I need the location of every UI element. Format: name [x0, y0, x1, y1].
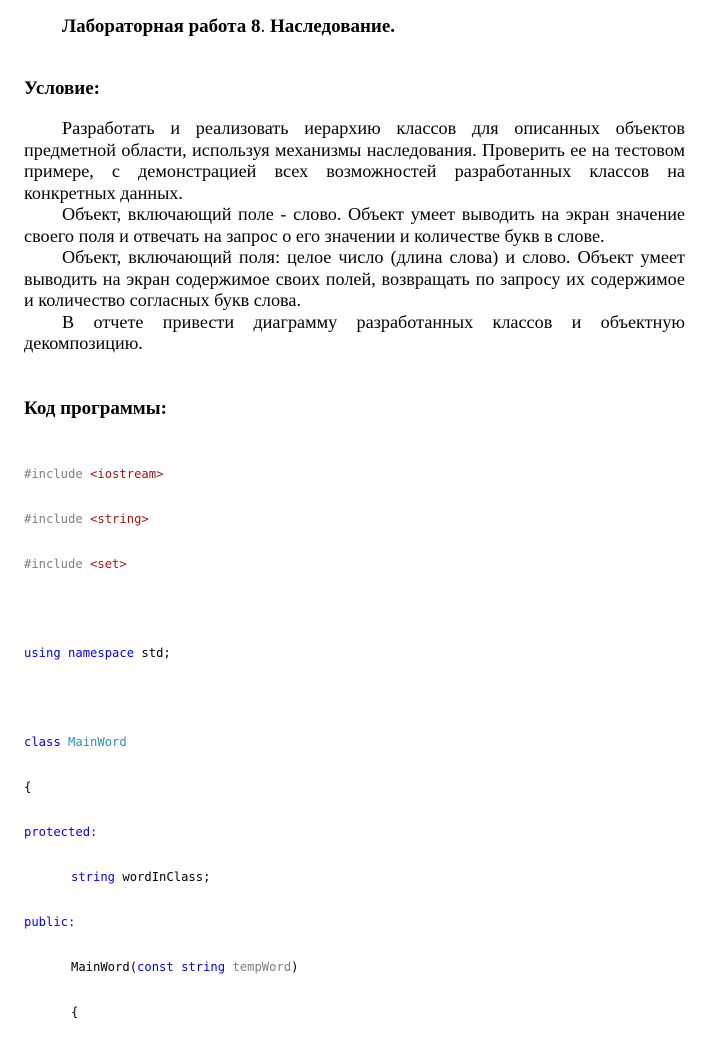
preprocessor-directive: #include — [24, 467, 83, 481]
close-paren: ) — [291, 960, 299, 974]
type-string: string — [181, 960, 226, 974]
keyword-public: public: — [24, 915, 76, 929]
include-header: <string> — [90, 512, 149, 526]
code-line — [24, 646, 299, 661]
title-separator: . — [260, 16, 266, 37]
title-lab-number: Лабораторная работа 8 — [62, 16, 261, 37]
code-line — [24, 467, 299, 482]
code-listing — [24, 437, 299, 1050]
include-header: <set> — [90, 557, 127, 571]
code-line — [24, 557, 299, 572]
type-string: string — [71, 870, 116, 884]
member-declaration: wordInClass; — [122, 870, 211, 884]
keyword-class: class — [24, 735, 61, 749]
paragraph-task: Разработать и реализовать иерархию классов для описанных объектов предметной области, используя механизмы наследования. Проверить ее на тестовом примере, с демонстрацией всех возможностей разработанных классов на конкретных данных. — [24, 118, 685, 203]
document-title — [62, 16, 395, 38]
open-brace: { — [24, 780, 32, 794]
code-line — [24, 512, 299, 527]
preprocessor-directive: #include — [24, 512, 83, 526]
keyword-using: using — [24, 646, 61, 660]
code-line — [24, 915, 299, 930]
code-line — [24, 1005, 299, 1020]
paragraph-report: В отчете привести диаграмму разработанных классов и объектную декомпозицию. — [24, 311, 685, 353]
paragraph-object-two: Объект, включающий поля: целое число (длина слова) и слово. Объект умеет выводить на экран содержимое своих полей, возвращать по запросу их содержимое и количество согласных букв слова. — [24, 247, 685, 310]
code-line — [24, 735, 299, 750]
namespace-name: std; — [141, 646, 171, 660]
code-line — [24, 825, 299, 840]
condition-heading: Условие: — [24, 78, 100, 99]
keyword-namespace: namespace — [68, 646, 135, 660]
keyword-protected: protected: — [24, 825, 98, 839]
preprocessor-directive: #include — [24, 557, 83, 571]
constructor-name: MainWord( — [71, 960, 138, 974]
include-header: <iostream> — [90, 467, 164, 481]
code-line — [24, 780, 299, 795]
parameter-name: tempWord — [232, 960, 292, 974]
code-heading: Код программы: — [24, 398, 167, 419]
keyword-const: const — [137, 960, 174, 974]
title-topic: Наследование. — [265, 16, 396, 37]
code-line — [24, 960, 299, 975]
constructor-open-brace: { — [71, 1005, 79, 1019]
code-line — [24, 870, 299, 885]
class-name: MainWord — [68, 735, 127, 749]
paragraph-object-one: Объект, включающий поле - слово. Объект умеет выводить на экран значение своего поля и отвечать на запрос о его значении и количестве букв в слове. — [24, 204, 685, 246]
condition-text — [24, 118, 685, 355]
